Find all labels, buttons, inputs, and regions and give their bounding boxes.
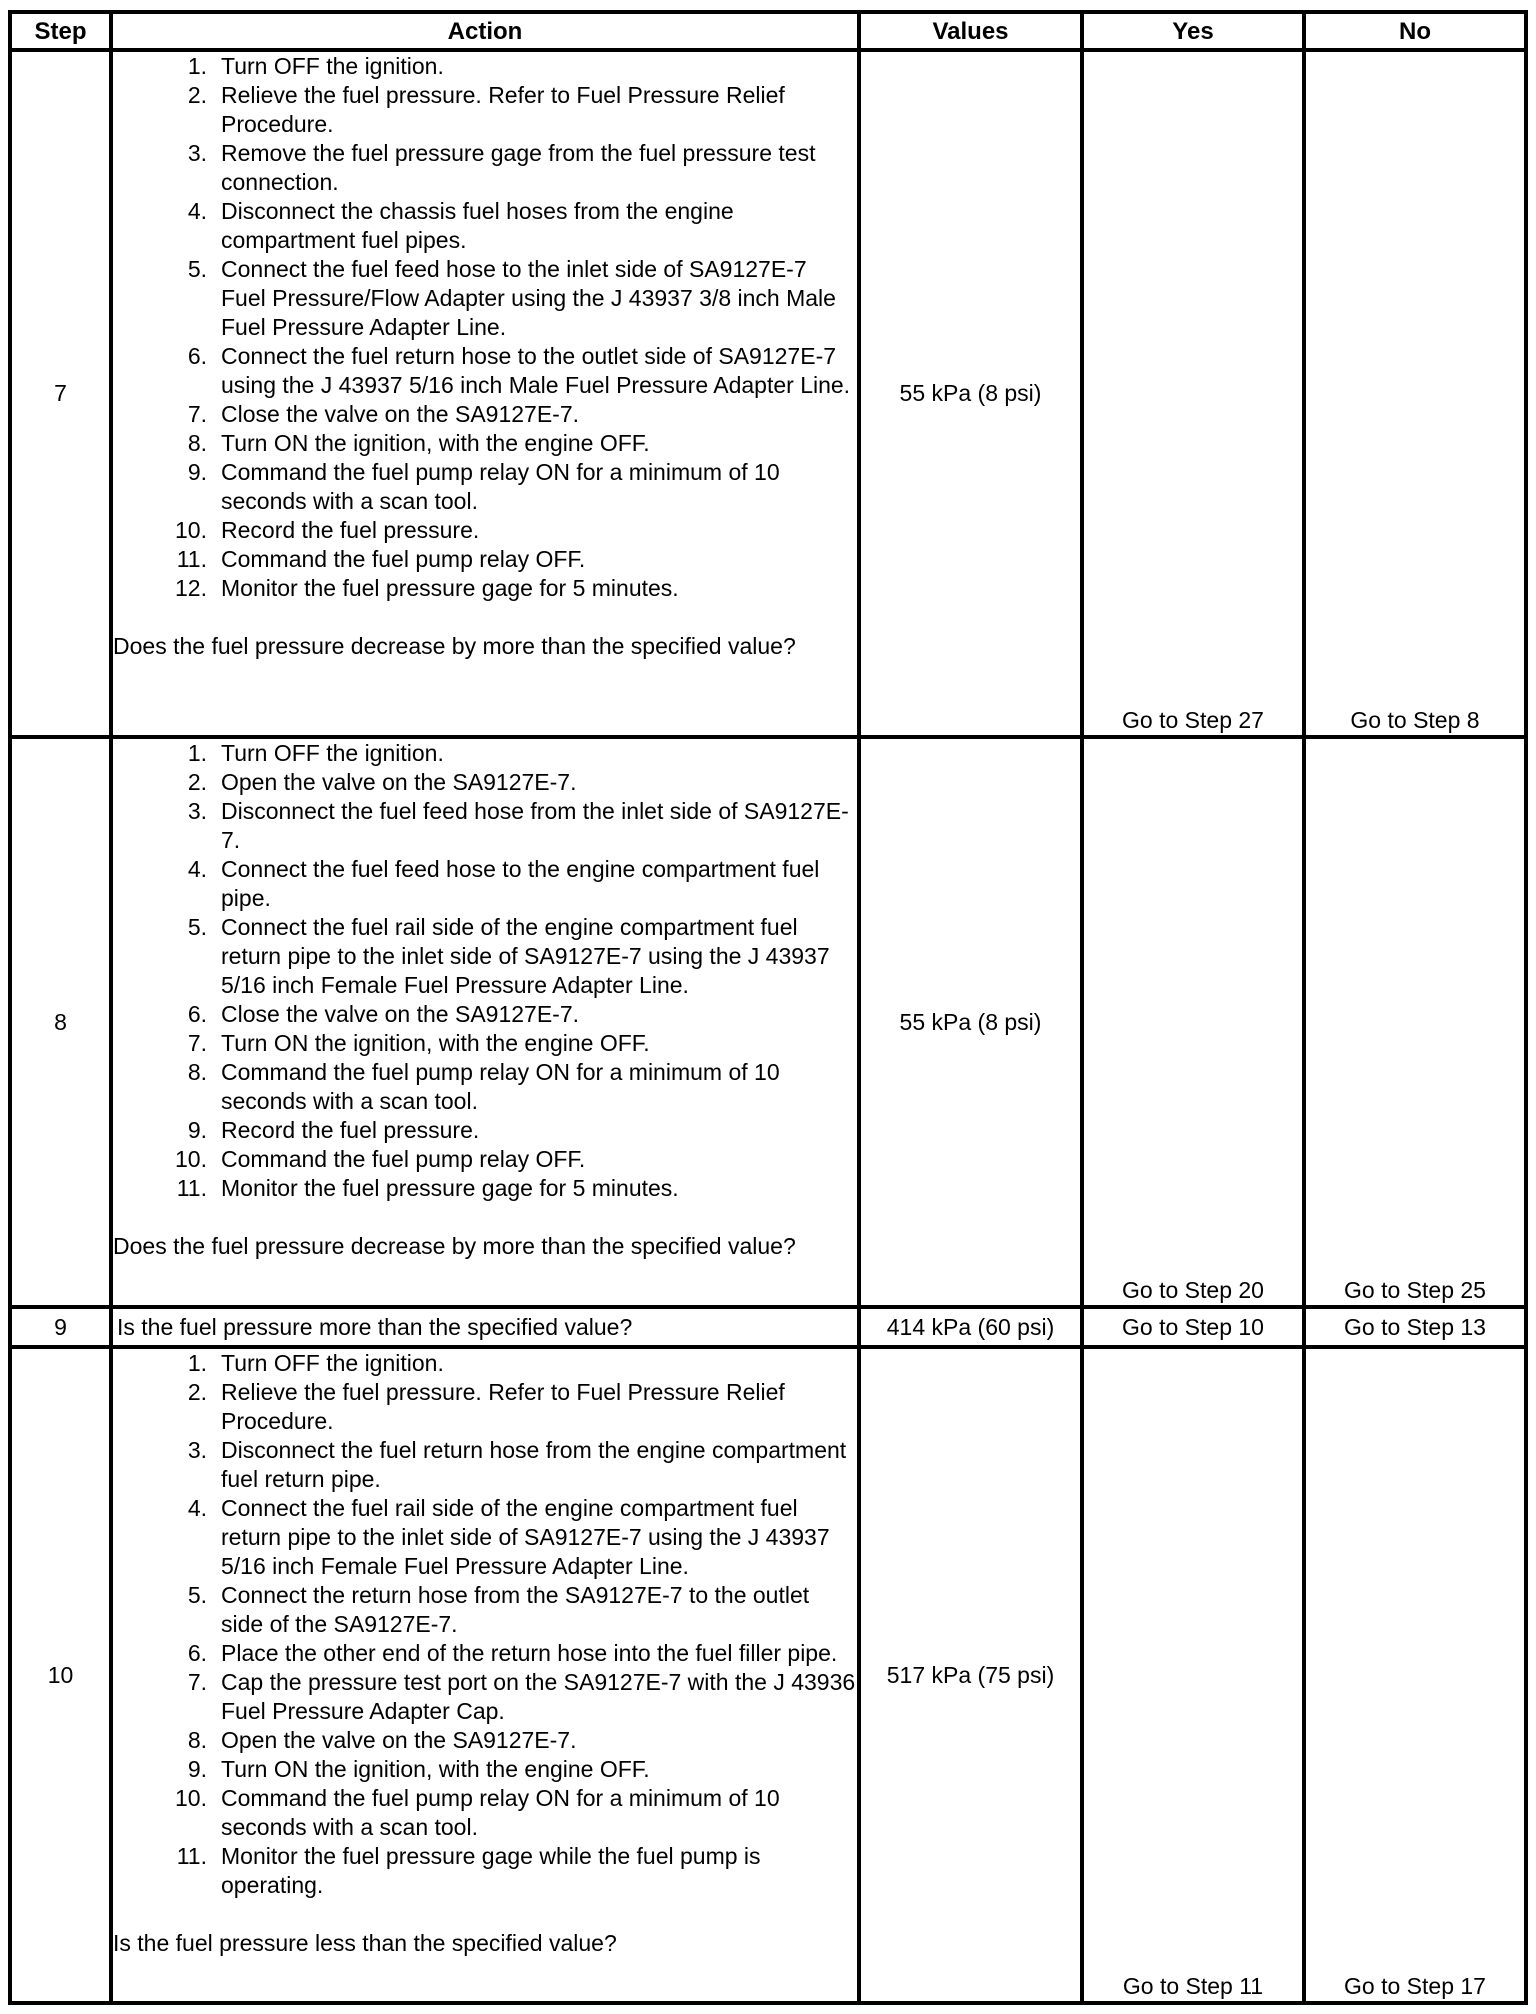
question-text: Does the fuel pressure decrease by more than the specified value? xyxy=(113,1233,796,1259)
list-item: 9. Record the fuel pressure. xyxy=(187,1117,480,1143)
list-item: 6. Close the valve on the SA9127E-7. xyxy=(187,1001,580,1027)
list-item: 9. Turn ON the ignition, with the engine OFF. xyxy=(187,1756,650,1782)
header-values: Values xyxy=(859,12,1082,50)
list-item: 8. Open the valve on the SA9127E-7. xyxy=(187,1727,577,1753)
list-item: 2. Relieve the fuel pressure. Refer to Fuel Pressure Relief Procedure. xyxy=(187,1379,785,1434)
header-row xyxy=(10,12,1526,50)
list-item: 3. Disconnect the fuel return hose from the engine compartment fuel return pipe. xyxy=(187,1437,847,1492)
header-action: Action xyxy=(111,12,859,50)
question-text: Does the fuel pressure decrease by more than the specified value? xyxy=(113,633,796,659)
list-item: 4. Disconnect the chassis fuel hoses from the engine compartment fuel pipes. xyxy=(187,198,734,253)
procedure-list xyxy=(113,739,857,1203)
list-item: 2. Relieve the fuel pressure. Refer to Fuel Pressure Relief Procedure. xyxy=(187,82,785,137)
list-item: 10. Command the fuel pump relay OFF. xyxy=(175,1146,586,1172)
specified-value: 517 kPa (75 psi) xyxy=(859,1347,1082,2003)
list-item: 9. Command the fuel pump relay ON for a minimum of 10 seconds with a scan tool. xyxy=(187,459,780,514)
list-item: 6. Place the other end of the return hose into the fuel filler pipe. xyxy=(187,1640,838,1666)
yes-result: Go to Step 20 xyxy=(1082,737,1304,1307)
yes-result: Go to Step 27 xyxy=(1082,50,1304,737)
list-item: 11. Monitor the fuel pressure gage while the fuel pump is operating. xyxy=(176,1843,761,1898)
step-number: 10 xyxy=(10,1347,111,2003)
no-result: Go to Step 25 xyxy=(1304,737,1526,1307)
table-row xyxy=(10,737,1526,1307)
list-item: 10. Command the fuel pump relay ON for a minimum of 10 seconds with a scan tool. xyxy=(175,1785,780,1840)
list-item: 3. Remove the fuel pressure gage from the fuel pressure test connection. xyxy=(187,140,816,195)
list-item: 7. Cap the pressure test port on the SA9127E-7 with the J 43936 Fuel Pressure Adapter Cap. xyxy=(187,1669,856,1724)
diagnostic-table xyxy=(8,10,1528,2005)
specified-value: 55 kPa (8 psi) xyxy=(859,50,1082,737)
question-text: Is the fuel pressure more than the specified value? xyxy=(111,1307,859,1347)
list-item: 8. Turn ON the ignition, with the engine OFF. xyxy=(187,430,650,456)
list-item: 1. Turn OFF the ignition. xyxy=(187,53,444,79)
header-no: No xyxy=(1304,12,1526,50)
yes-result: Go to Step 10 xyxy=(1082,1307,1304,1347)
table-row xyxy=(10,1347,1526,2003)
step-number: 7 xyxy=(10,50,111,737)
diagnostic-document xyxy=(8,10,1528,2005)
list-item: 11. Command the fuel pump relay OFF. xyxy=(176,546,586,572)
list-item: 4. Connect the fuel rail side of the engine compartment fuel return pipe to the inlet side of SA9127E-7 using the J 43937 5/16 inch Female Fuel Pressure Adapter Line. xyxy=(187,1495,830,1579)
question-text: Is the fuel pressure less than the specified value? xyxy=(113,1930,617,1956)
header-step: Step xyxy=(10,12,111,50)
procedure-list xyxy=(113,52,857,603)
header-yes: Yes xyxy=(1082,12,1304,50)
action-cell xyxy=(111,1347,859,2003)
list-item: 5. Connect the return hose from the SA9127E-7 to the outlet side of the SA9127E-7. xyxy=(187,1582,810,1637)
yes-result: Go to Step 11 xyxy=(1082,1347,1304,2003)
list-item: 7. Turn ON the ignition, with the engine OFF. xyxy=(187,1030,650,1056)
no-result: Go to Step 13 xyxy=(1304,1307,1526,1347)
action-cell xyxy=(111,737,859,1307)
list-item: 10. Record the fuel pressure. xyxy=(175,517,480,543)
table-row xyxy=(10,1307,1526,1347)
specified-value: 414 kPa (60 psi) xyxy=(859,1307,1082,1347)
procedure-list xyxy=(113,1349,857,1900)
step-number: 9 xyxy=(10,1307,111,1347)
no-result: Go to Step 8 xyxy=(1304,50,1526,737)
list-item: 5. Connect the fuel rail side of the engine compartment fuel return pipe to the inlet side of SA9127E-7 using the J 43937 5/16 inch Female Fuel Pressure Adapter Line. xyxy=(187,914,830,998)
list-item: 2. Open the valve on the SA9127E-7. xyxy=(187,769,577,795)
list-item: 3. Disconnect the fuel feed hose from the inlet side of SA9127E-7. xyxy=(187,798,849,853)
list-item: 4. Connect the fuel feed hose to the engine compartment fuel pipe. xyxy=(187,856,820,911)
list-item: 7. Close the valve on the SA9127E-7. xyxy=(187,401,580,427)
list-item: 6. Connect the fuel return hose to the outlet side of SA9127E-7 using the J 43937 5/16 inch Male Fuel Pressure Adapter Line. xyxy=(187,343,851,398)
specified-value: 55 kPa (8 psi) xyxy=(859,737,1082,1307)
list-item: 12. Monitor the fuel pressure gage for 5 minutes. xyxy=(175,575,679,601)
step-number: 8 xyxy=(10,737,111,1307)
list-item: 1. Turn OFF the ignition. xyxy=(187,1350,444,1376)
list-item: 1. Turn OFF the ignition. xyxy=(187,740,444,766)
no-result: Go to Step 17 xyxy=(1304,1347,1526,2003)
list-item: 5. Connect the fuel feed hose to the inlet side of SA9127E-7 Fuel Pressure/Flow Adapter using the J 43937 3/8 inch Male Fuel Pressure Adapter Line. xyxy=(187,256,836,340)
table-row xyxy=(10,50,1526,737)
action-cell xyxy=(111,50,859,737)
list-item: 11. Monitor the fuel pressure gage for 5 minutes. xyxy=(176,1175,679,1201)
list-item: 8. Command the fuel pump relay ON for a minimum of 10 seconds with a scan tool. xyxy=(187,1059,780,1114)
